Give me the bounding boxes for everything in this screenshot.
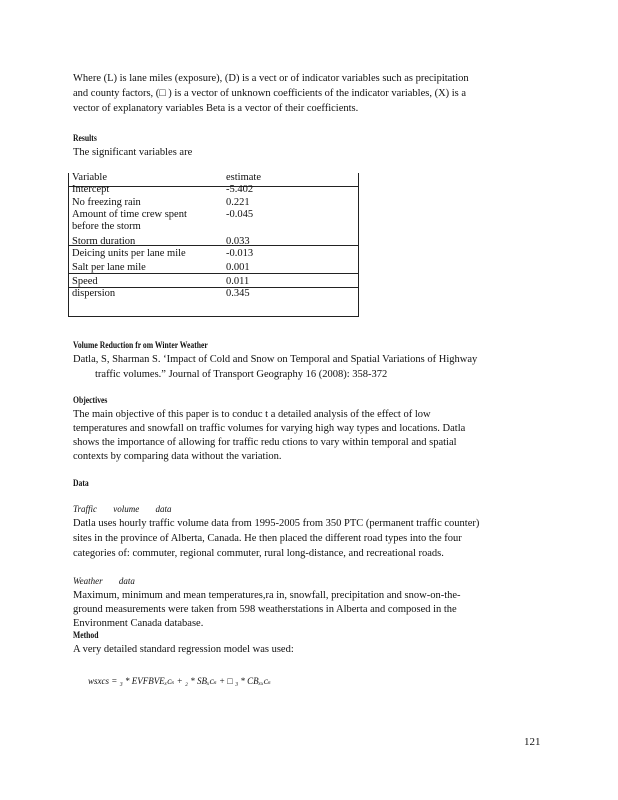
page-number: 121 bbox=[524, 736, 541, 748]
table-row bbox=[68, 221, 358, 233]
table-rule bbox=[68, 316, 359, 317]
citation-line-2: traffic volumes.” Journal of Transport Geography 16 (2008): 358-372 bbox=[95, 369, 388, 380]
weather-line: ground measurements were taken from 598 weatherstations in Alberta and composed in the bbox=[73, 604, 457, 615]
table-row bbox=[68, 184, 358, 197]
method-heading: Method bbox=[73, 630, 99, 640]
table-cell-variable: Storm duration bbox=[72, 236, 136, 247]
traffic-line: sites in the province of Alberta, Canada. He then placed the different road types into the four bbox=[73, 533, 462, 544]
objectives-line: temperatures and snowfall on traffic volumes for varying high way types and locations. Datla bbox=[73, 423, 466, 434]
traffic-line: Datla uses hourly traffic volume data from 1995-2005 from 350 PTC (permanent traffic counter) bbox=[73, 518, 480, 529]
results-heading: Results bbox=[73, 133, 97, 143]
citation-line-1: Datla, S, Sharman S. ‘Impact of Cold and Snow on Temporal and Spatial Variations of Highway bbox=[73, 354, 478, 365]
table-cell-estimate: 0.001 bbox=[226, 262, 250, 273]
table-cell-variable: Salt per lane mile bbox=[72, 262, 146, 273]
weather-line: Environment Canada database. bbox=[73, 618, 204, 629]
results-intro: The significant variables are bbox=[73, 147, 193, 158]
table-header-row bbox=[68, 172, 358, 184]
table-row bbox=[68, 248, 358, 260]
table-cell-variable: Deicing units per lane mile bbox=[72, 248, 186, 259]
table-cell-variable: Speed bbox=[72, 276, 98, 287]
intro-line-3: vector of explanatory variables Beta is a vector of their coefficients. bbox=[73, 103, 359, 114]
table-header-estimate: estimate bbox=[226, 172, 261, 183]
table-cell-estimate: -0.045 bbox=[226, 209, 254, 220]
objectives-line: contexts by comparing data without the variation. bbox=[73, 451, 282, 462]
table-right-border bbox=[358, 173, 359, 316]
traffic-line: categories of: commuter, regional commuter, rural long-distance, and recreational roads. bbox=[73, 548, 444, 559]
table-row bbox=[68, 260, 358, 274]
intro-line-2: and county factors, (□ ) is a vector of unknown coefficients of the indicator variables, (X) is a bbox=[73, 88, 467, 99]
weather-line: Maximum, minimum and mean temperatures,ra in, snowfall, precipitation and snow-on-the- bbox=[73, 590, 461, 601]
table-cell-variable: Intercept bbox=[72, 184, 110, 195]
table-header-variable: Variable bbox=[72, 172, 107, 183]
objectives-line: shows the importance of allowing for traffic redu ctions to vary within temporal and spatial bbox=[73, 437, 457, 448]
results-table bbox=[68, 172, 358, 300]
data-heading: Data bbox=[73, 478, 89, 488]
method-line: A very detailed standard regression model was used: bbox=[73, 644, 294, 655]
table-cell-estimate: -0.013 bbox=[226, 248, 254, 259]
table-row bbox=[68, 197, 358, 209]
table-row bbox=[68, 209, 358, 221]
table-cell-variable: Amount of time crew spent bbox=[72, 209, 187, 220]
table-row bbox=[68, 274, 358, 288]
table-row bbox=[68, 288, 358, 300]
weather-data-heading: Weather data bbox=[73, 576, 135, 586]
table-cell-estimate: -5.402 bbox=[226, 184, 254, 195]
table-cell-estimate: 0.011 bbox=[226, 276, 250, 287]
table-cell-variable: No freezing rain bbox=[72, 197, 141, 208]
table-cell-estimate: 0.345 bbox=[226, 288, 250, 299]
table-cell-estimate bbox=[222, 221, 358, 233]
table-row bbox=[68, 233, 358, 248]
table-cell-estimate: 0.221 bbox=[226, 197, 250, 208]
objectives-line: The main objective of this paper is to conduc t a detailed analysis of the effect of low bbox=[73, 409, 431, 420]
volume-heading: Volume Reduction fr om Winter Weather bbox=[73, 340, 208, 350]
traffic-data-heading: Traffic volume data bbox=[73, 504, 172, 514]
intro-line-1: Where (L) is lane miles (exposure), (D) is a vect or of indicator variables such as precipitation bbox=[73, 73, 469, 84]
objectives-heading: Objectives bbox=[73, 395, 108, 405]
table-cell-estimate: 0.033 bbox=[226, 236, 250, 247]
table-cell-variable: before the storm bbox=[72, 221, 141, 232]
table-cell-variable: dispersion bbox=[72, 288, 116, 299]
regression-formula: wsxcs = ₃ * EVFBVEₓᴄₛ + ₂ * SBₓᴄₛ + □ ₃ * CBₓₓᴄₛ bbox=[88, 676, 271, 686]
